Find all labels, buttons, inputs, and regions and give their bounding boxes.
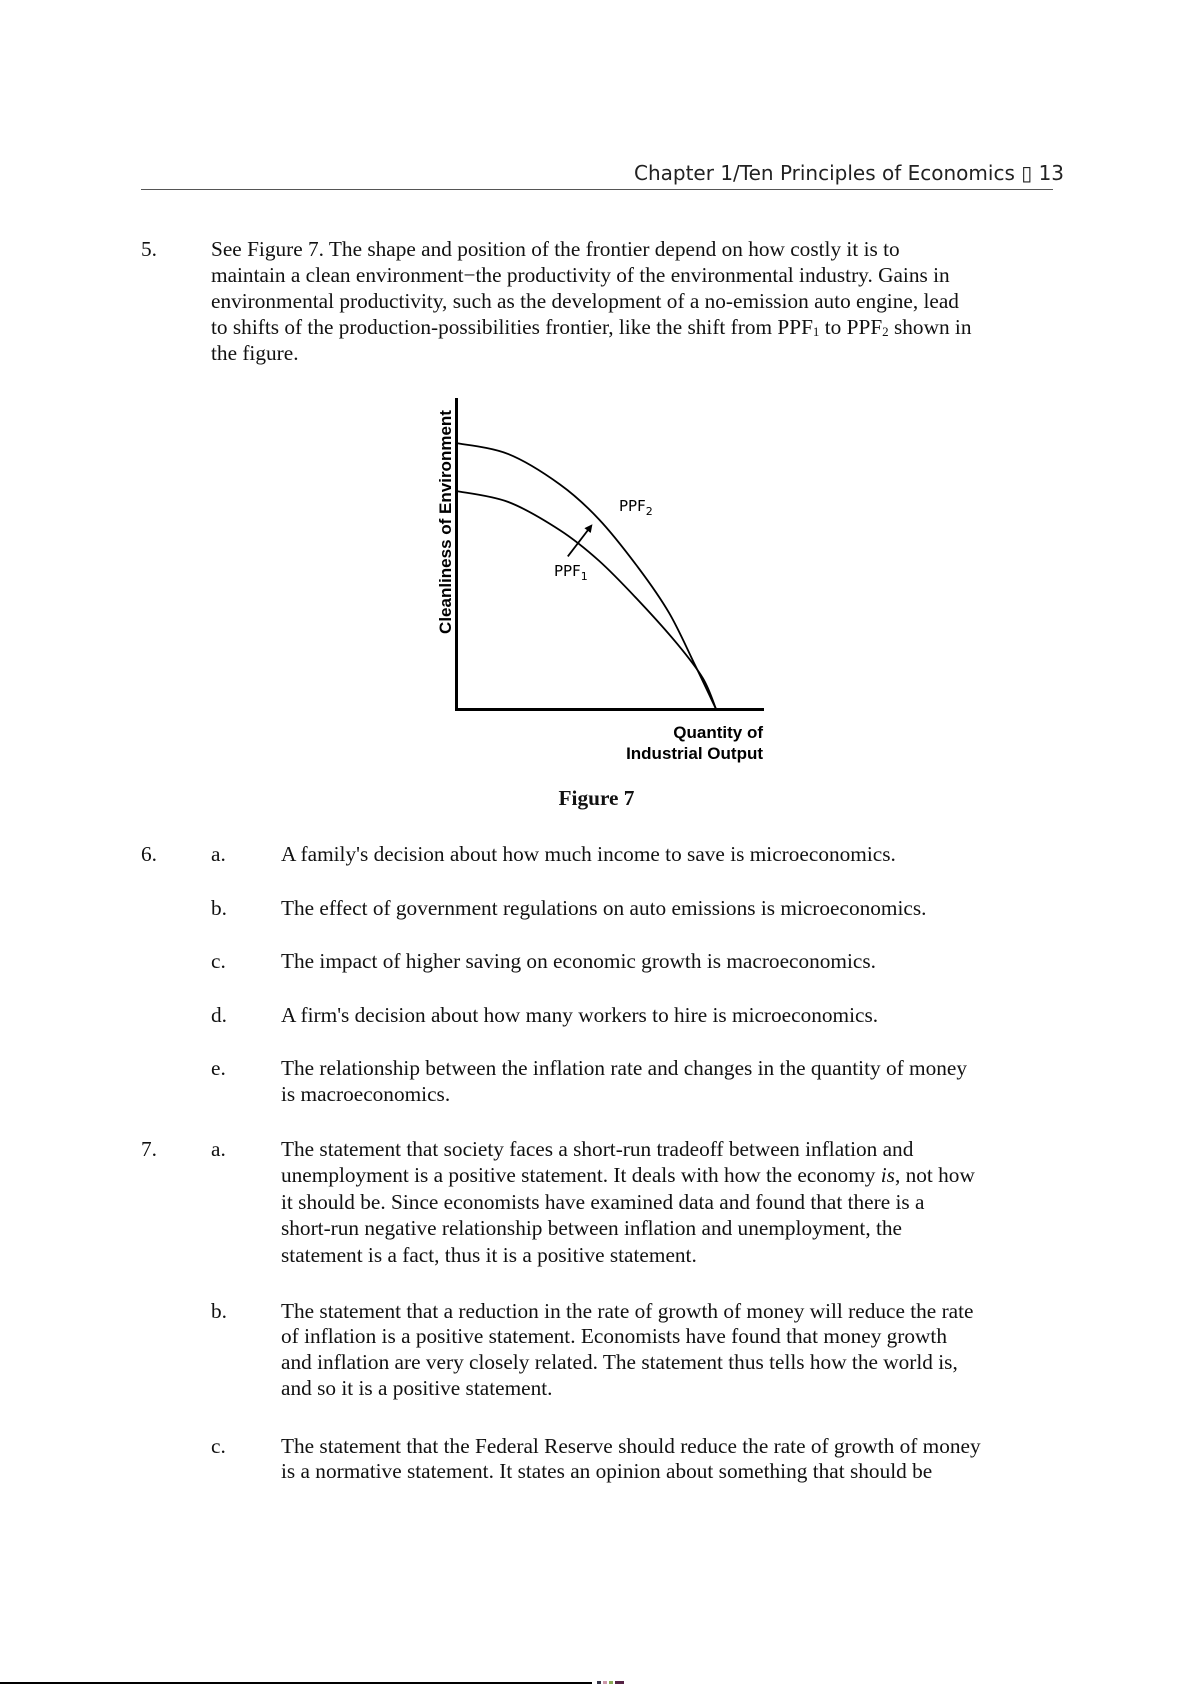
ppf2-label: $PPF_2$ — [619, 497, 653, 518]
ppf-chart — [420, 390, 780, 770]
running-header: Chapter 1/Ten Principles of Economics ▯ 13 — [634, 161, 1065, 185]
q7b-line-1: The statement that a reduction in the rate of growth of money will reduce the rate — [281, 1299, 974, 1323]
q7-letter-a: a. — [211, 1137, 226, 1161]
q5-line-4-part-b: to PPF — [819, 315, 883, 339]
q7-letter-c: c. — [211, 1434, 226, 1458]
x-axis-label-line-1: Quantity of — [673, 723, 763, 742]
figure-caption — [0, 786, 1191, 811]
q6-answer-b: The effect of government regulations on auto emissions is microeconomics. — [281, 896, 927, 920]
q7a-line-1: The statement that society faces a short-run tradeoff between inflation and — [281, 1137, 914, 1161]
q7a-line-5: statement is a fact, thus it is a positive statement. — [281, 1243, 697, 1267]
q7a-line-4: short-run negative relationship between inflation and unemployment, the — [281, 1216, 902, 1240]
question-number-7: 7. — [141, 1137, 157, 1161]
ppf1-curve — [456, 491, 716, 709]
q6-answer-d: A firm's decision about how many workers to hire is microeconomics. — [281, 1003, 879, 1027]
q5-line-1: See Figure 7. The shape and position of the frontier depend on how costly it is to — [211, 237, 900, 261]
footer-artifact — [597, 1681, 601, 1684]
q5-line-4-part-c: shown in — [888, 315, 972, 339]
y-axis-label: Cleanliness of Environment — [436, 410, 455, 634]
q7b-line-2: of inflation is a positive statement. Economists have found that money growth — [281, 1324, 947, 1348]
q6-letter-c: c. — [211, 949, 226, 973]
q6-answer-c: The impact of higher saving on economic growth is macroeconomics. — [281, 949, 876, 973]
q6-letter-e: e. — [211, 1056, 226, 1080]
q7a-line-2-part-a: unemployment is a positive statement. It deals with how the economy — [281, 1163, 881, 1187]
q5-line-4-part-a: to shifts of the production-possibilities frontier, like the shift from PPF — [211, 315, 813, 339]
q6-answer-e-line-1: The relationship between the inflation rate and changes in the quantity of money — [281, 1056, 968, 1080]
footer-rule — [0, 1682, 592, 1684]
q6-answer-e-line-2: is macroeconomics. — [281, 1082, 451, 1106]
q6-letter-d: d. — [211, 1003, 227, 1027]
ppf1-label: $PPF_1$ — [554, 562, 588, 583]
footer-artifact — [615, 1681, 624, 1684]
q7-letter-b: b. — [211, 1299, 227, 1323]
q6-letter-b: b. — [211, 896, 227, 920]
q5-line-2: maintain a clean environment−the productivity of the environmental industry. Gains in — [211, 263, 950, 287]
q5-line-4 — [211, 314, 972, 340]
q7a-emphasis: is — [880, 1163, 895, 1187]
q7a-line-3: it should be. Since economists have examined data and found that there is a — [281, 1190, 925, 1214]
footer-artifact — [609, 1681, 613, 1684]
q7c-line-2: is a normative statement. It states an opinion about something that should be — [281, 1459, 933, 1483]
q6-answer-a: A family's decision about how much income to save is microeconomics. — [281, 842, 896, 866]
header-rule — [141, 189, 1053, 190]
ppf1-subscript: 1 — [812, 324, 820, 339]
question-number-6: 6. — [141, 842, 157, 866]
q5-line-3: environmental productivity, such as the development of a no-emission auto engine, lead — [211, 289, 959, 313]
q6-letter-a: a. — [211, 842, 226, 866]
figure-caption-text: Figure 7 — [558, 786, 635, 810]
footer-artifact — [603, 1681, 607, 1684]
q7c-line-1: The statement that the Federal Reserve should reduce the rate of growth of money — [281, 1434, 981, 1458]
question-number-5: 5. — [141, 237, 157, 261]
q7a-line-2-part-b: , not how — [894, 1163, 975, 1187]
q7a-line-2 — [281, 1162, 975, 1188]
q7b-line-4: and so it is a positive statement. — [281, 1376, 553, 1400]
q7b-line-3: and inflation are very closely related. The statement thus tells how the world is, — [281, 1350, 958, 1374]
ppf2-subscript: 2 — [882, 324, 889, 339]
q5-line-5: the figure. — [211, 341, 299, 365]
x-axis-label-line-2: Industrial Output — [626, 744, 763, 763]
